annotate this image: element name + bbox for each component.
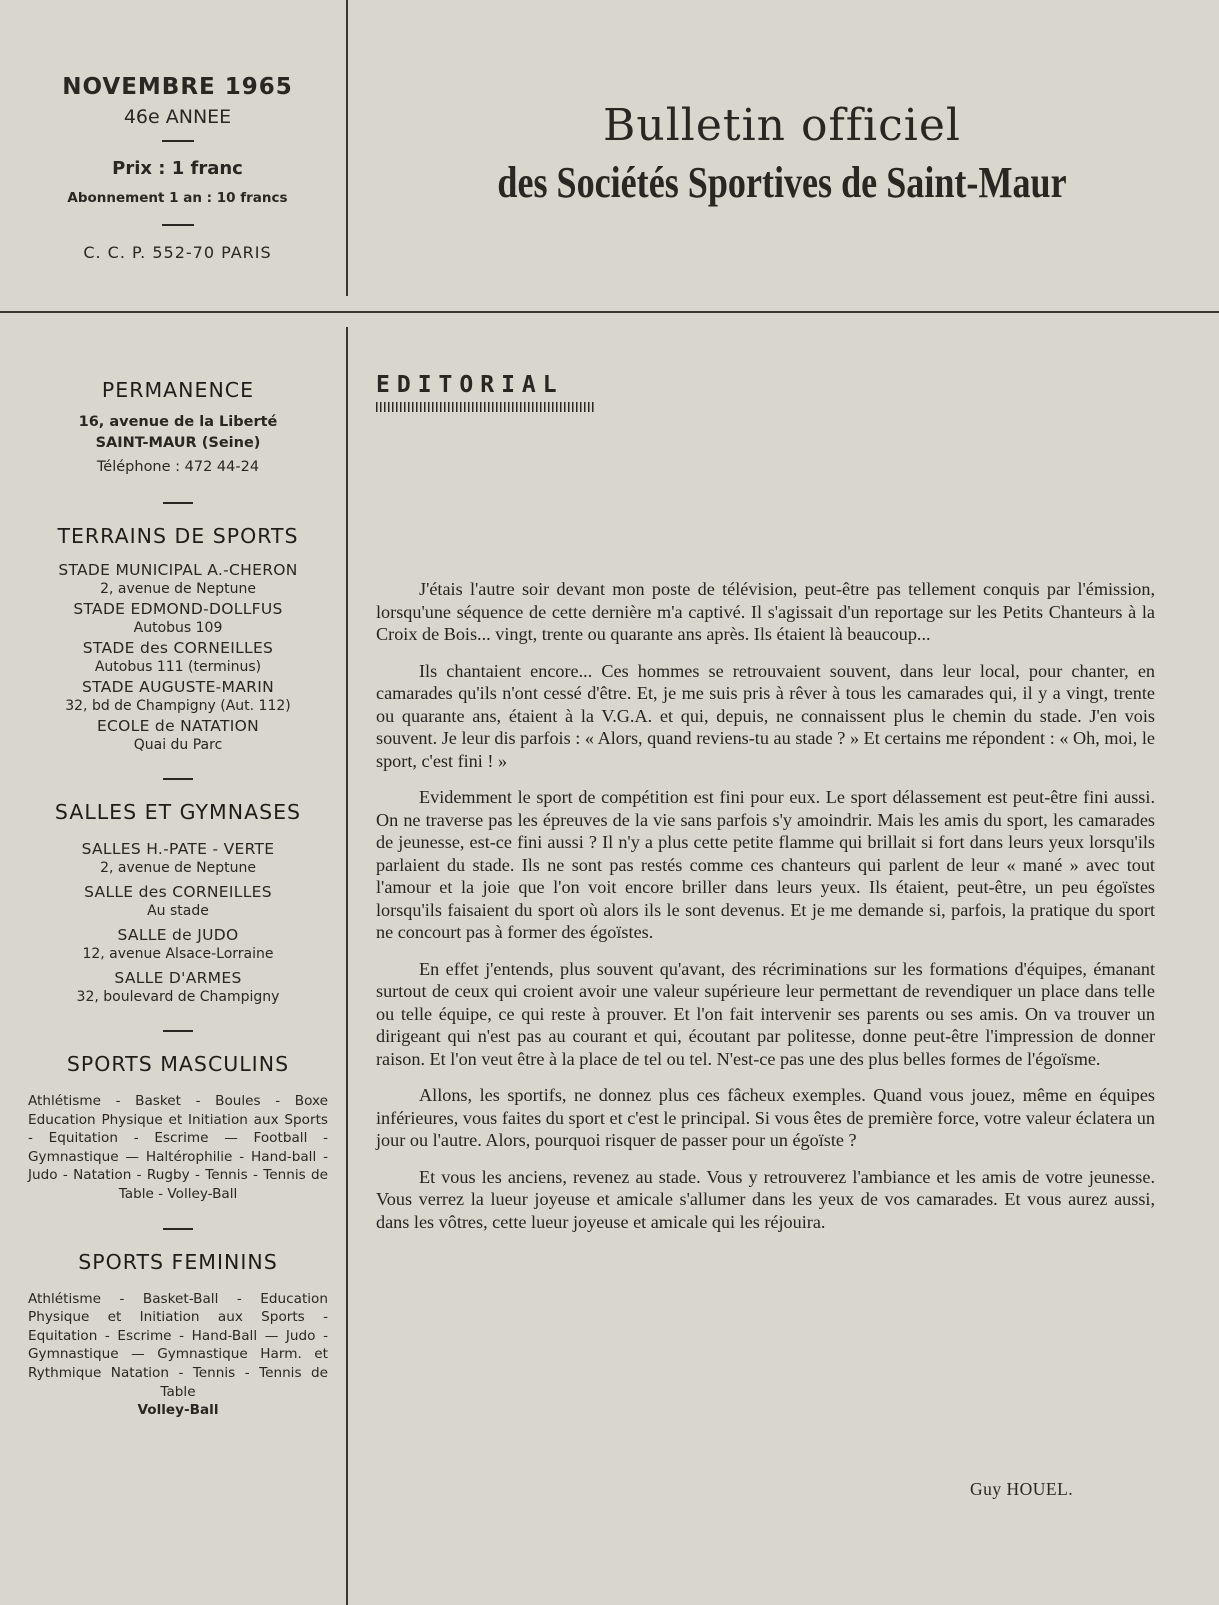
list-item: [28, 881, 328, 920]
section-heading: TERRAINS DE SPORTS: [57, 524, 299, 548]
venue-name: STADE EDMOND-DOLLFUS: [73, 600, 283, 618]
list-item: [28, 924, 328, 963]
section-separator: [163, 778, 193, 780]
issue-info: [40, 74, 315, 262]
venue-name: STADE MUNICIPAL A.-CHERON: [58, 561, 298, 579]
venue-detail: Autobus 111 (terminus): [94, 659, 262, 675]
paragraph: Allons, les sportifs, ne donnez plus ces fâcheux exemples. Quand vous jouez, même en équipes inférieures, vous faites du sport et c'est le principal. Si vous êtes de première force, votre valeur éclatera un jour ou l'autre. Alors, pourquoi risquer de passer pour un égoïste ?: [376, 1085, 1155, 1150]
section-heading: SPORTS MASCULINS: [66, 1052, 290, 1076]
venue-name: SALLE des CORNEILLES: [84, 883, 272, 901]
sports-masculins-section: [28, 1052, 328, 1204]
city: SAINT-MAUR (Seine): [95, 435, 261, 451]
editorial-heading: EDITORIAL: [376, 372, 564, 398]
sports-list: Athlétisme - Basket-Ball - Education Physique et Initiation aux Sports - Equitation - Escrime - Hand-Ball — Judo - Gymnastique — Gymnastique Harm. et Rythmique Natation - Tennis - Tennis de Table: [28, 1290, 328, 1400]
list-item: [28, 598, 328, 637]
list-item: [28, 838, 328, 877]
salles-section: [28, 800, 328, 1006]
venue-detail: Au stade: [147, 903, 209, 919]
issue-year: 46e ANNEE: [123, 106, 232, 128]
signature: Guy HOUEL.: [970, 1479, 1074, 1499]
venue-detail: 32, bd de Champigny (Aut. 112): [65, 698, 291, 714]
sports-list: Athlétisme - Basket - Boules - Boxe Education Physique et Initiation aux Sports - Equitation - Escrime — Football - Gymnastique — Haltérophilie - Hand-ball - Judo - Natation - Rugby - Tennis - Tennis de Table - Volley-Ball: [28, 1093, 328, 1202]
venue-detail: Autobus 109: [133, 620, 223, 636]
venue-detail: 2, avenue de Neptune: [100, 860, 256, 876]
horizontal-rule: [0, 311, 1219, 313]
venue-name: SALLES H.-PATE - VERTE: [81, 840, 275, 858]
address: 16, avenue de la Liberté: [78, 414, 278, 430]
editorial-body: [376, 578, 1155, 1247]
heading-underline: [376, 402, 594, 412]
venue-name: STADE AUGUSTE-MARIN: [82, 678, 274, 696]
venue-list: [28, 838, 328, 1006]
column-divider: [346, 327, 348, 1605]
venue-name: STADE des CORNEILLES: [82, 639, 274, 657]
short-rule: [162, 224, 194, 226]
ccp-account: C. C. P. 552-70 PARIS: [83, 243, 272, 262]
section-heading: SPORTS FEMININS: [78, 1249, 278, 1274]
section-heading: PERMANENCE: [101, 378, 255, 402]
section-separator: [163, 502, 193, 504]
list-item: [28, 676, 328, 715]
editorial-header: [376, 372, 594, 412]
venue-name: SALLE de JUDO: [117, 926, 239, 944]
issue-date: NOVEMBRE 1965: [62, 74, 293, 100]
venue-name: SALLE D'ARMES: [114, 969, 242, 987]
publication-title: [348, 100, 1216, 208]
section-separator: [163, 1228, 193, 1230]
subscription: Abonnement 1 an : 10 francs: [67, 190, 288, 206]
section-separator: [163, 1030, 193, 1032]
paragraph: Et vous les anciens, revenez au stade. Vous y retrouverez l'ambiance et les amis de votre jeunesse. Vous verrez la lueur joyeuse et amicale s'allumer dans les yeux de vos camarades. Et vous aurez aussi, dans les vôtres, cette lueur joyeuse et amicale qui les réjouira.: [376, 1166, 1155, 1232]
sports-feminins-section: [28, 1250, 328, 1420]
sidebar: [28, 378, 328, 1432]
list-item: [28, 559, 328, 598]
venue-detail: Quai du Parc: [133, 737, 223, 753]
paragraph: Ils chantaient encore... Ces hommes se retrouvaient souvent, dans leur local, pour chanter, en camarades qu'ils n'ont cessé d'être. Et, je me suis pris à rêver à tous les camarades qui, il y a vingt, trente ou quarante ans, étaient à la V.G.A. et qui, depuis, ne connaissent plus le chemin du stade. J'en vois souvent. Je leur dis parfois : « Alors, quand reviens-tu au stade ? » Et certains me répondent : « Oh, moi, le sport, c'est fini ! »: [376, 660, 1155, 771]
venue-detail: 32, boulevard de Champigny: [76, 989, 280, 1005]
list-item: [28, 715, 328, 754]
section-heading: SALLES ET GYMNASES: [54, 800, 302, 824]
title-line-1: Bulletin officiel: [603, 100, 961, 151]
paragraph: J'étais l'autre soir devant mon poste de télévision, peut-être pas tellement conquis par l'émission, lorsqu'une séquence de cette dernière m'a captivé. Il s'agissait d'un reportage sur les Petits Chanteurs à la Croix de Bois... vingt, trente ou quarante ans après. Ils étaient là beaucoup...: [376, 579, 1155, 644]
short-rule: [162, 140, 194, 142]
terrains-section: [28, 524, 328, 754]
permanence-section: [28, 378, 328, 478]
venue-detail: 12, avenue Alsace-Lorraine: [82, 946, 274, 962]
phone: Téléphone : 472 44-24: [96, 459, 260, 475]
venue-name: ECOLE de NATATION: [96, 717, 260, 735]
venue-list: [28, 559, 328, 754]
paragraph: En effet j'entends, plus souvent qu'avant, des récriminations sur les formations d'équipes, émanant surtout de ceux qui croient avoir une valeur supérieure leur permettant de revendiquer un place dans telle ou telle équipe, ce qui reste à prouver. Et l'on fait intervenir ses parents ou ses amis. On va trouver un dirigeant qui n'est pas au courant et qui, écoutant par politesse, donne peut-être l'impression de donner raison. Et l'on veut être à la place de tel ou tel. N'est-ce pas une des plus belles formes de l'égoïsme.: [376, 958, 1155, 1069]
list-item: [28, 637, 328, 676]
price: Prix : 1 franc: [112, 158, 243, 179]
sports-list-last: Volley-Ball: [137, 1402, 219, 1419]
paragraph: Evidemment le sport de compétition est fini pour eux. Le sport délassement est peut-être fini aussi. On ne traverse pas les épreuves de la vie sans parfois s'y amoindrir. Mais les amis du sport, les camarades de jeunesse, est-ce fini aussi ? Il n'y a plus cette petite flamme qui brillait si fort dans leurs yeux lorsqu'ils parlaient du stade. Ils ne sont pas restés comme ces chanteurs qui parlent de leur « mané » avec tout l'amour et la joie que l'on voit encore briller dans leurs yeux. Ils étaient, peut-être, un peu égoïstes lorsqu'ils faisaient du sport où alors ils le sont devenus. Et je me demande si, parfois, la pratique du sport ne concourt pas à former des égoïstes.: [376, 787, 1155, 942]
venue-detail: 2, avenue de Neptune: [100, 581, 256, 597]
title-line-2: des Sociétés Sportives de Saint-Maur: [497, 158, 1067, 207]
list-item: [28, 967, 328, 1006]
